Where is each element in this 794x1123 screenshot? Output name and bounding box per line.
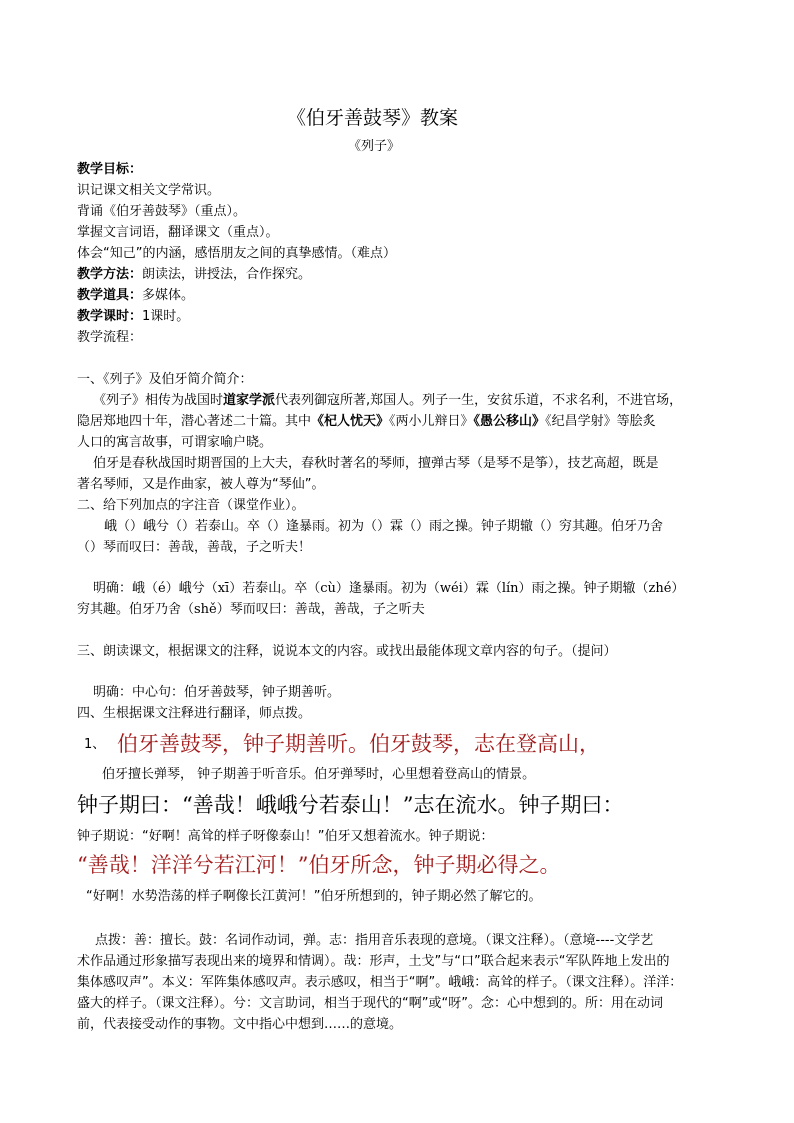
section-3-heading: 三、朗读课文，根据课文的注释，说说本文的内容。或找出最能体现文章内容的句子。（提问） — [77, 644, 617, 659]
item-number: 1、 — [84, 737, 106, 752]
answer-text: 峨（é）峨兮（xī）若泰山。卒（cù）逢暴雨。初为（wéi）霖（lín）雨之操。钟子期辙（zhé） — [132, 581, 685, 596]
section-4-heading: 四、生根据课文注释进行翻译，师点拨。 — [77, 706, 312, 721]
goal-item: 掌握文言词语，翻译课文（重点）。 — [77, 225, 279, 240]
translation-line: 伯牙擅长弹琴， 钟子期善于听音乐。伯牙弹琴时，心里想着登高山的情景。 — [102, 767, 536, 782]
section-1-paragraph-line — [93, 392, 682, 410]
hours-value: 1课时。 — [142, 309, 190, 324]
text-run: 《杞人忧天》 — [311, 414, 390, 429]
section-1-paragraph-line: 伯牙是春秋战国时期晋国的上大夫，春秋时著名的琴师，擅弹古琴（是琴不是筝），技艺高超，既是 — [93, 456, 659, 471]
text-run: 《愚公移山》 — [473, 414, 546, 429]
goal-item: 识记课文相关文学常识。 — [77, 183, 221, 198]
hours-label: 教学课时： — [77, 309, 143, 324]
page-title: 《伯牙善鼓琴》教案 — [287, 107, 459, 129]
notes-line: 前，代表接受动作的事物。文中指心中想到……的意境。 — [77, 1017, 403, 1032]
goals-heading: 教学目标： — [77, 162, 143, 177]
notes-line: 术作品通过形象描写表现出来的境界和情调）。哉：形声，土戈”与“口”联合起来表示“军队阵地上发出的 — [77, 954, 670, 969]
section-2-heading: 二、给下列加点的字注音（课堂作业）。 — [77, 498, 305, 513]
goal-item: 背诵《伯牙善鼓琴》（重点）。 — [77, 204, 247, 219]
tools-label: 教学道具： — [77, 288, 143, 303]
page-subtitle: 《列子》 — [348, 139, 401, 154]
hours-line — [77, 308, 189, 326]
classical-text-line: 钟子期曰：“善哉！峨峨兮若泰山！”志在流水。钟子期曰： — [77, 793, 624, 817]
method-value: 朗读法，讲授法，合作探究。 — [142, 267, 312, 282]
section-1-paragraph-line — [77, 413, 656, 431]
text-run: 道家学派 — [223, 393, 276, 408]
section-2-answer-line: 穷其趣。伯牙乃舍（shě）琴而叹曰：善哉，善哉，子之听夫 — [77, 602, 425, 617]
text-run: 《列子》相传为战国时 — [93, 393, 224, 408]
classical-text-line: “善哉！洋洋兮若江河！”伯牙所念，钟子期必得之。 — [77, 853, 561, 877]
text-run: 代表列御寇所著,郑国人。列子一生，安贫乐道，不求名利，不进官场， — [275, 393, 683, 408]
answer-label: 明确： — [93, 581, 133, 596]
notes-line: 集体感叹声”。本义：军阵集体感叹声。表示感叹，相当于“啊”。峨峨：高耸的样子。（课文注释）。洋洋： — [77, 975, 683, 990]
section-1-paragraph-line: 人口的寓言故事，可谓家喻户晓。 — [77, 435, 273, 450]
tools-value: 多媒体。 — [142, 288, 195, 303]
flow-label: 教学流程： — [77, 330, 143, 345]
classical-text-line: 伯牙善鼓琴，钟子期善听。伯牙鼓琴，志在登高山， — [117, 732, 600, 756]
section-3-answer: 明确：中心句：伯牙善鼓琴，钟子期善听。 — [93, 685, 341, 700]
goal-item: 体会“知己”的内涵，感悟朋友之间的真挚感情。（难点） — [77, 246, 396, 261]
notes-line: 盛大的样子。（课文注释）。兮：文言助词，相当于现代的“啊”或“呀”。念：心中想到的。所：用在动词 — [77, 996, 663, 1011]
text-run: 隐居郑地四十年，潜心著述二十篇。其中 — [77, 414, 312, 429]
method-label: 教学方法： — [77, 267, 143, 282]
section-2-question-line: 峨（）峨兮（）若泰山。卒（）逢暴雨。初为（）霖（）雨之操。钟子期辙（）穷其趣。伯牙乃舍 — [104, 519, 664, 534]
section-2-answer-line — [93, 580, 684, 598]
section-1-paragraph-line: 著名琴师，又是作曲家，被人尊为“琴仙”。 — [77, 477, 325, 492]
translation-line: “好啊！水势浩荡的样子啊像长江黄河！”伯牙所想到的，钟子期必然了解它的。 — [86, 889, 542, 904]
notes-line: 点拨：善：擅长。鼓：名词作动词，弹。志：指用音乐表现的意境。（课文注释）。（意境----文学艺 — [95, 933, 654, 948]
translation-line: 钟子期说：“好啊！高耸的样子呀像泰山！”伯牙又想着流水。钟子期说： — [77, 829, 494, 844]
text-run: 《两小儿辩日》 — [389, 414, 474, 429]
tools-line — [77, 287, 194, 305]
text-run: 《纪昌学射》等脍炙 — [545, 414, 656, 429]
method-line — [77, 266, 311, 284]
section-1-heading: 一、《列子》及伯牙简介简介： — [77, 372, 253, 387]
section-2-question-line: （）琴而叹曰：善哉，善哉，子之听夫！ — [77, 540, 312, 555]
